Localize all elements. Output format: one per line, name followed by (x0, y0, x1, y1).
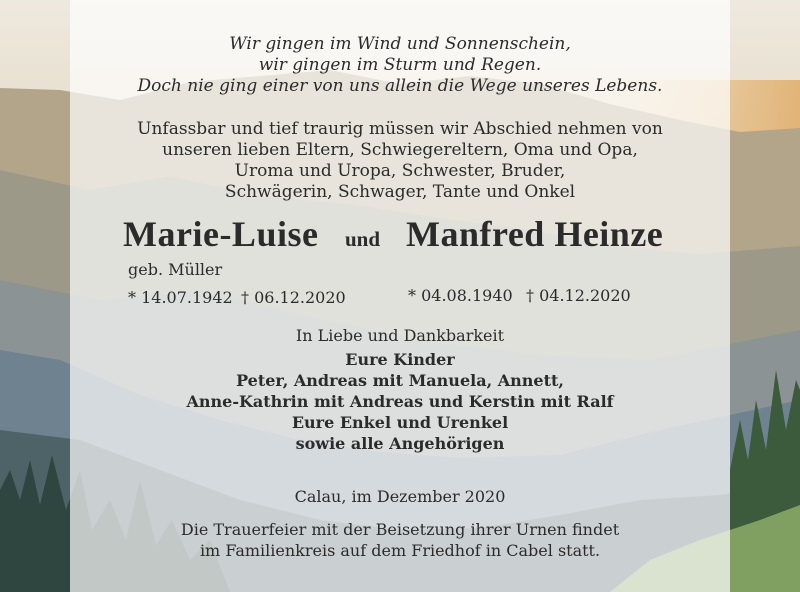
mourners-line-5: sowie alle Angehörigen (295, 434, 505, 453)
poem-line-3: Doch nie ging einer von uns allein die Wege unseres Lebens. (137, 76, 663, 96)
mourners-line-1: Eure Kinder (345, 350, 455, 369)
person1-death-date: † 06.12.2020 (241, 288, 346, 307)
person2-death-date: † 04.12.2020 (526, 286, 631, 305)
mourners-line-3: Anne-Kathrin mit Andreas und Kerstin mit Ralf (186, 392, 614, 411)
person1-birth-date: * 14.07.1942 (128, 288, 233, 307)
intro-line-3: Uroma und Uropa, Schwester, Bruder, (234, 161, 566, 181)
place-date: Calau, im Dezember 2020 (294, 487, 506, 506)
intro-line-2: unseren lieben Eltern, Schwiegereltern, Oma und Opa, (162, 140, 638, 160)
mourners-line-2: Peter, Andreas mit Manuela, Annett, (236, 371, 564, 390)
ceremony-line-2: im Familienkreis auf dem Friedhof in Cabel statt. (199, 541, 601, 560)
mourners-line-4: Eure Enkel und Urenkel (291, 413, 509, 432)
name-manfred-heinze: Manfred Heinze (406, 214, 664, 254)
mourners-intro: In Liebe und Dankbarkeit (295, 326, 505, 345)
poem-line-1: Wir gingen im Wind und Sonnenschein, (229, 34, 571, 54)
maiden-name: geb. Müller (128, 260, 223, 279)
intro-line-1: Unfassbar und tief traurig müssen wir Abschied nehmen von (137, 119, 663, 139)
ceremony-line-1: Die Trauerfeier mit der Beisetzung ihrer Urnen findet (180, 520, 620, 539)
name-marie-luise: Marie-Luise (123, 214, 319, 254)
intro-line-4: Schwägerin, Schwager, Tante und Onkel (224, 182, 576, 202)
person2-birth-date: * 04.08.1940 (408, 286, 513, 305)
name-conjunction: und (345, 227, 381, 251)
poem-line-2: wir gingen im Sturm und Regen. (258, 55, 542, 75)
